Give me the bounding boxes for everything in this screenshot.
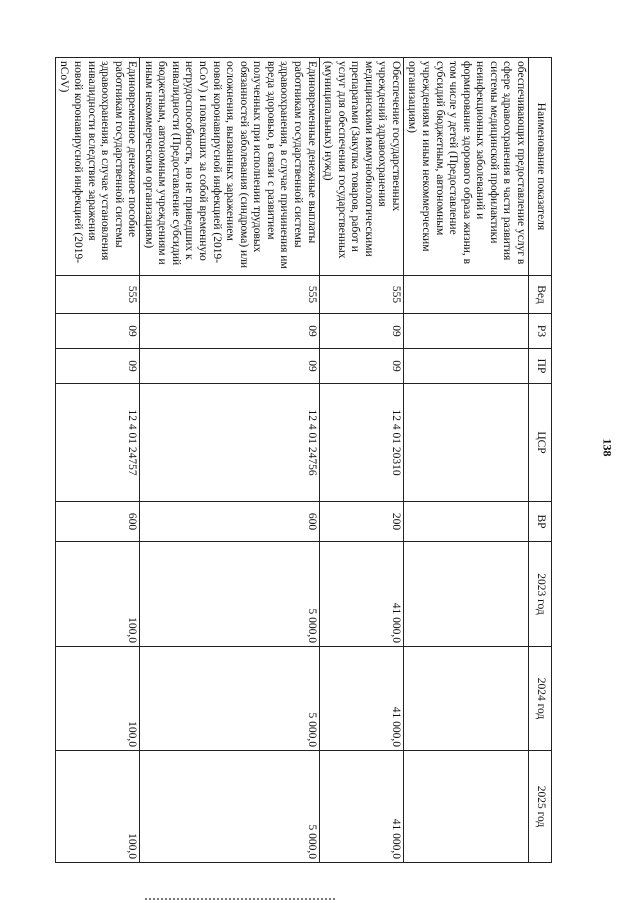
budget-table bbox=[55, 57, 552, 863]
cell-ved: 555 bbox=[140, 276, 319, 314]
header-2023: 2023 год bbox=[529, 542, 552, 647]
cell-pr: 09 bbox=[140, 349, 319, 384]
cell-vr bbox=[403, 502, 528, 542]
scan-artifact-line bbox=[145, 898, 335, 900]
cell-pr: 09 bbox=[55, 349, 139, 384]
table-row bbox=[319, 58, 403, 863]
cell-name: Единовременное денежное пособие работникам государственной системы здравоохранения, в случае установления инвалидности вследствие заражения новой коронавирусной инфекцией (2019-nCoV) bbox=[55, 58, 139, 276]
cell-2025: 5 000,0 bbox=[140, 751, 319, 863]
cell-ved bbox=[403, 276, 528, 314]
header-name: Наименование показателя bbox=[529, 58, 552, 276]
cell-2024: 5 000,0 bbox=[140, 647, 319, 751]
cell-vr: 600 bbox=[140, 502, 319, 542]
cell-ved: 555 bbox=[55, 276, 139, 314]
table-row bbox=[140, 58, 319, 863]
table-row bbox=[403, 58, 528, 863]
cell-name: Единовременные денежные выплаты работникам государственной системы здравоохранения, в случае причинения им вреда здоровью, в связи с развитием полученных при исполнении трудовых обязанностей заболевания (синдрома) или осложнения, вызванных заражением новой коронавирусной инфекцией (2019- nCoV) и повлекших за собой временную нетрудоспособность, но не приведших к инвалидности (Предоставление субсидий бюджетным, автономным учреждениям и иным некоммерческим организациям) bbox=[140, 58, 319, 276]
cell-name: Обеспечение государственных учреждений здравоохранения медицинскими иммунобиологическими препаратами (Закупка товаров, работ и услуг для обеспечения государственных (муниципальных) нужд) bbox=[319, 58, 403, 276]
header-2024: 2024 год bbox=[529, 647, 552, 751]
header-rz: РЗ bbox=[529, 314, 552, 349]
cell-rz: 09 bbox=[140, 314, 319, 349]
cell-rz: 09 bbox=[55, 314, 139, 349]
cell-ved: 555 bbox=[319, 276, 403, 314]
cell-2023 bbox=[403, 542, 528, 647]
cell-2025 bbox=[403, 751, 528, 863]
header-ved: Вед bbox=[529, 276, 552, 314]
header-csr: ЦСР bbox=[529, 384, 552, 502]
cell-csr: 12 4 01 24757 bbox=[55, 384, 139, 502]
page-number: 138 bbox=[600, 438, 615, 457]
cell-2025: 41 000,0 bbox=[319, 751, 403, 863]
header-vr: ВР bbox=[529, 502, 552, 542]
cell-csr bbox=[403, 384, 528, 502]
cell-2024: 100,0 bbox=[55, 647, 139, 751]
cell-2024 bbox=[403, 647, 528, 751]
cell-rz bbox=[403, 314, 528, 349]
cell-vr: 200 bbox=[319, 502, 403, 542]
header-pr: ПР bbox=[529, 349, 552, 384]
cell-2023: 41 000,0 bbox=[319, 542, 403, 647]
cell-rz: 09 bbox=[319, 314, 403, 349]
cell-2024: 41 000,0 bbox=[319, 647, 403, 751]
cell-2023: 100,0 bbox=[55, 542, 139, 647]
cell-pr: 09 bbox=[319, 349, 403, 384]
cell-2025: 100,0 bbox=[55, 751, 139, 863]
cell-vr: 600 bbox=[55, 502, 139, 542]
header-2025: 2025 год bbox=[529, 751, 552, 863]
cell-csr: 12 4 01 24756 bbox=[140, 384, 319, 502]
table-header-row bbox=[529, 58, 552, 863]
cell-2023: 5 000,0 bbox=[140, 542, 319, 647]
cell-pr bbox=[403, 349, 528, 384]
table-row bbox=[55, 58, 139, 863]
cell-name: обеспечивающих предоставление услуг в сфере здравоохранения в части развития системы медицинской профилактики неинфекционных заболеваний и формирование здорового образа жизни, в том числе у детей (Предоставление субсидий бюджетным, автономным учреждениям и иным некоммерческим организациям) bbox=[403, 58, 528, 276]
cell-csr: 12 4 01 20310 bbox=[319, 384, 403, 502]
